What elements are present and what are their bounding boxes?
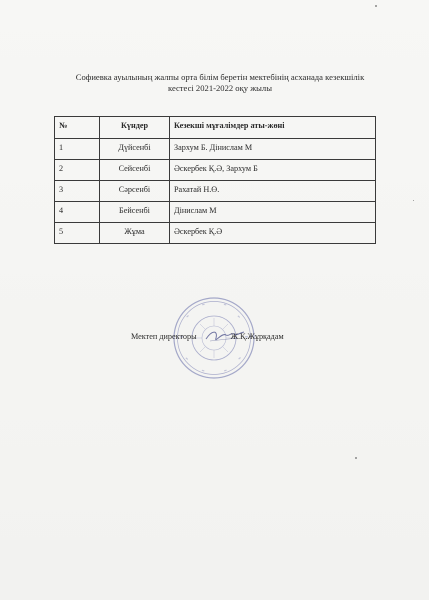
row-teachers: Әскербек Қ.Ә, Зархум Б	[170, 160, 376, 181]
document-title	[20, 72, 420, 94]
row-day: Дүйсенбі	[100, 139, 170, 160]
row-number: 2	[55, 160, 100, 181]
row-number: 4	[55, 202, 100, 223]
title-line-1: Софиевка ауылының жалпы орта білім беретін мектебінің асханада кезекшілік	[75, 72, 365, 82]
duty-schedule-table	[54, 116, 376, 244]
header-days: Күндер	[100, 117, 170, 139]
director-name: Ж.Қ.Жұрқадам	[230, 332, 284, 341]
table-row	[55, 223, 376, 244]
title-line-2: кестесі 2021-2022 оқу жылы	[167, 83, 272, 93]
signature-line	[131, 332, 284, 341]
row-day: Сейсенбі	[100, 160, 170, 181]
table-row	[55, 181, 376, 202]
row-number: 5	[55, 223, 100, 244]
row-day: Сәрсенбі	[100, 181, 170, 202]
table-header-row	[55, 117, 376, 139]
row-teachers: Дінислам М	[170, 202, 376, 223]
table-row	[55, 139, 376, 160]
scan-speck	[413, 200, 414, 201]
row-day: Бейсенбі	[100, 202, 170, 223]
scan-speck	[355, 457, 357, 459]
row-teachers: Рахатай Н.Ө.	[170, 181, 376, 202]
row-teachers: Зархум Б. Дінислам М	[170, 139, 376, 160]
row-number: 3	[55, 181, 100, 202]
row-teachers: Әскербек Қ.Ә	[170, 223, 376, 244]
header-teachers: Кезекші мұғалімдер аты-жөні	[170, 117, 376, 139]
director-role-label: Мектеп директоры	[131, 332, 197, 341]
header-number: №	[55, 117, 100, 139]
table-row	[55, 202, 376, 223]
row-number: 1	[55, 139, 100, 160]
table-row	[55, 160, 376, 181]
row-day: Жұма	[100, 223, 170, 244]
scan-speck	[375, 5, 377, 7]
